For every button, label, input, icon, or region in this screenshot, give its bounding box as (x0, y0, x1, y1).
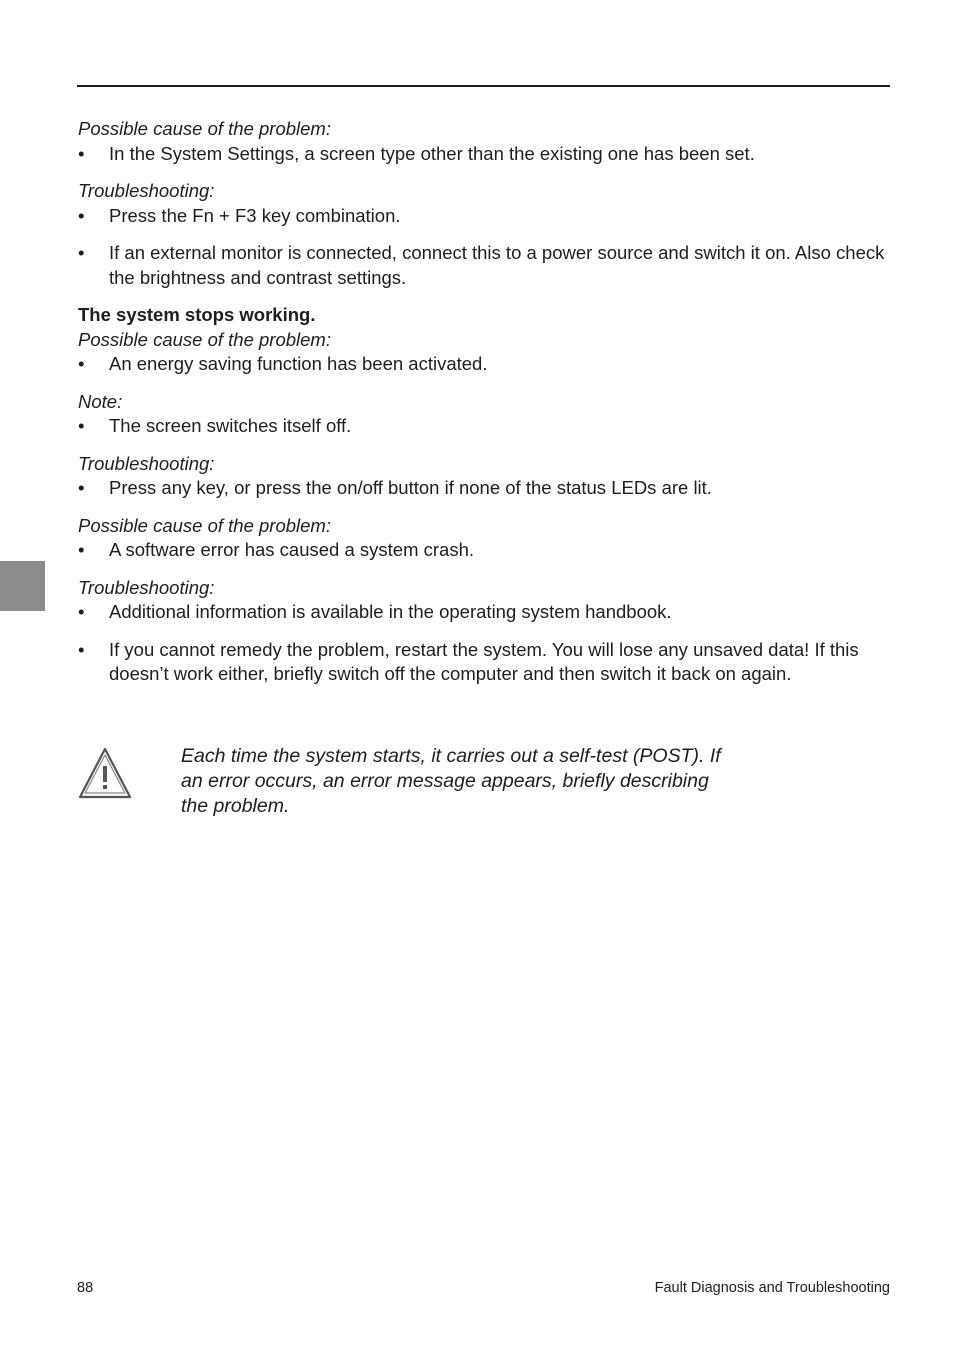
top-rule (77, 85, 890, 87)
cause-label: Possible cause of the problem: (78, 328, 331, 350)
cause-list (78, 538, 893, 563)
bullet-icon: • (78, 242, 85, 263)
bullet-icon: • (78, 204, 85, 226)
bullet-icon: • (78, 477, 85, 498)
list-item: • Press any key, or press the on/off button if none of the status LEDs are lit. (78, 476, 893, 501)
bullet-icon: • (78, 638, 85, 660)
page-content (78, 117, 893, 687)
bullet-icon: • (78, 539, 85, 560)
section-heading: The system stops working. (78, 304, 316, 325)
note-label: Note: (78, 390, 123, 412)
cause-list (78, 352, 893, 377)
bullet-icon: • (78, 415, 85, 436)
note-list (78, 414, 893, 439)
warning-text: Each time the system starts, it carries out a self-test (POST). If an error occurs, an error message appears, briefly describing the problem. (181, 745, 721, 817)
troubleshooting-label: Troubleshooting: (78, 576, 215, 598)
list-item: • Press the Fn + F3 key combination. (78, 204, 893, 229)
troubleshooting-list (78, 476, 893, 501)
list-item: • A software error has caused a system crash. (78, 538, 893, 563)
list-item: • If you cannot remedy the problem, restart the system. You will lose any unsaved data! If this doesn’t work either, briefly switch off the computer and then switch it back on again. (78, 638, 859, 684)
bullet-icon: • (78, 353, 85, 374)
chapter-title: Fault Diagnosis and Troubleshooting (654, 1280, 890, 1296)
list-item: • In the System Settings, a screen type other than the existing one has been set. (78, 142, 893, 167)
chapter-tab-marker (0, 561, 45, 611)
bullet-icon: • (78, 142, 85, 164)
bullet-icon: • (78, 601, 85, 622)
troubleshooting-list (78, 204, 893, 291)
troubleshooting-label: Troubleshooting: (78, 452, 215, 474)
cause-list (78, 142, 893, 167)
cause-label: Possible cause of the problem: (78, 514, 331, 536)
cause-label: Possible cause of the problem: (78, 118, 331, 139)
warning-triangle-icon (77, 746, 133, 800)
troubleshooting-label: Troubleshooting: (78, 180, 215, 201)
page-number: 88 (77, 1280, 94, 1296)
list-item: • The screen switches itself off. (78, 414, 893, 439)
list-item: • If an external monitor is connected, connect this to a power source and switch it on. Also check the brightness and contrast settings. (78, 242, 885, 288)
list-item: • An energy saving function has been activated. (78, 352, 893, 377)
list-item: • Additional information is available in the operating system handbook. (78, 600, 893, 625)
troubleshooting-list (78, 600, 893, 687)
warning-callout (77, 744, 890, 824)
